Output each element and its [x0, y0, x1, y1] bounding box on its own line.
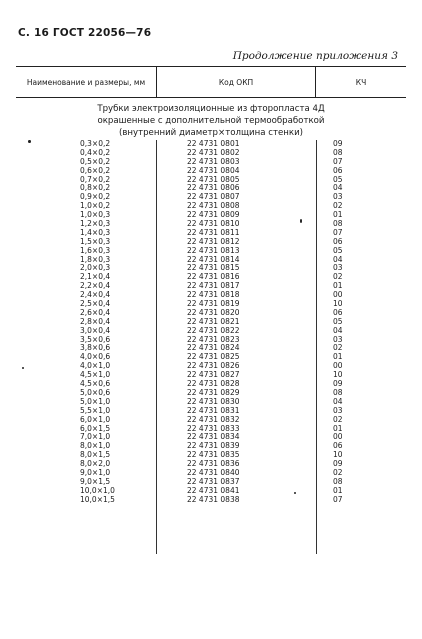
row-size: 6,0×1,0 [80, 414, 111, 424]
section-title [16, 103, 406, 139]
row-okp-code: 22 4731 0810 [187, 219, 240, 229]
row-kch: 06 [333, 441, 343, 451]
row-kch: 08 [333, 476, 343, 486]
row-okp-code: 22 4731 0803 [187, 156, 240, 166]
row-size: 10,0×1,5 [80, 494, 115, 504]
row-size: 8,0×2,0 [80, 459, 111, 469]
row-size: 2,5×0,4 [80, 299, 111, 309]
row-okp-code: 22 4731 0806 [187, 183, 240, 193]
table-header [16, 66, 406, 98]
header-kch: КЧ [355, 77, 367, 87]
row-size: 0,6×0,2 [80, 165, 111, 175]
row-kch: 00 [333, 361, 343, 371]
row-kch: 08 [333, 219, 343, 229]
row-okp-code: 22 4731 0814 [187, 254, 240, 264]
row-size: 1,6×0,3 [80, 245, 111, 255]
row-size: 4,5×0,6 [80, 379, 111, 389]
row-size: 4,5×1,0 [80, 370, 111, 380]
row-kch: 03 [333, 263, 343, 273]
row-okp-code: 22 4731 0813 [187, 245, 240, 255]
row-kch: 02 [333, 343, 343, 353]
row-kch: 05 [333, 174, 343, 184]
row-size: 8,0×1,0 [80, 441, 111, 451]
header-name-size: Наименование и размеры, мм [26, 77, 146, 87]
row-kch: 04 [333, 183, 343, 193]
row-kch: 09 [333, 379, 343, 389]
row-kch: 06 [333, 236, 343, 246]
row-okp-code: 22 4731 0828 [187, 379, 240, 389]
table-row [0, 496, 422, 505]
row-kch: 01 [333, 210, 343, 220]
row-size: 1,4×0,3 [80, 227, 111, 237]
row-okp-code: 22 4731 0834 [187, 432, 240, 442]
row-okp-code: 22 4731 0821 [187, 316, 240, 326]
row-okp-code: 22 4731 0801 [187, 139, 240, 148]
row-size: 2,6×0,4 [80, 307, 111, 317]
row-size: 9,0×1,5 [80, 476, 111, 486]
row-size: 1,5×0,3 [80, 236, 111, 246]
row-okp-code: 22 4731 0837 [187, 476, 240, 486]
row-okp-code: 22 4731 0816 [187, 272, 240, 282]
row-kch: 06 [333, 307, 343, 317]
row-okp-code: 22 4731 0824 [187, 343, 240, 353]
section-title-line: (внутренний диаметр×толщина стенки) [118, 128, 304, 138]
row-kch: 10 [333, 450, 343, 460]
scan-speck [22, 367, 24, 369]
row-okp-code: 22 4731 0836 [187, 459, 240, 469]
row-kch: 09 [333, 459, 343, 469]
row-kch: 03 [333, 334, 343, 344]
row-okp-code: 22 4731 0827 [187, 370, 240, 380]
row-kch: 01 [333, 485, 343, 495]
row-size: 4,0×0,6 [80, 352, 111, 362]
row-size: 6,0×1,5 [80, 423, 111, 433]
row-kch: 06 [333, 165, 343, 175]
row-size: 1,0×0,2 [80, 201, 111, 211]
row-okp-code: 22 4731 0838 [187, 494, 240, 504]
row-okp-code: 22 4731 0809 [187, 210, 240, 220]
row-okp-code: 22 4731 0826 [187, 361, 240, 371]
row-kch: 01 [333, 352, 343, 362]
row-okp-code: 22 4731 0841 [187, 485, 240, 495]
row-kch: 07 [333, 494, 343, 504]
row-okp-code: 22 4731 0820 [187, 307, 240, 317]
row-size: 0,3×0,2 [80, 139, 111, 148]
section-title-line: окрашенные с дополнительной термообработкой [97, 116, 325, 126]
row-kch: 07 [333, 156, 343, 166]
row-size: 5,5×1,0 [80, 405, 111, 415]
row-size: 0,9×0,2 [80, 192, 111, 202]
row-kch: 04 [333, 396, 343, 406]
row-okp-code: 22 4731 0823 [187, 334, 240, 344]
page-header: С. 16 ГОСТ 22056—76 [18, 27, 152, 39]
row-size: 5,0×0,6 [80, 387, 111, 397]
row-size: 2,2×0,4 [80, 281, 111, 291]
row-kch: 02 [333, 201, 343, 211]
row-okp-code: 22 4731 0839 [187, 441, 240, 451]
row-size: 5,0×1,0 [80, 396, 111, 406]
row-kch: 07 [333, 227, 343, 237]
scan-speck [300, 219, 302, 223]
row-okp-code: 22 4731 0835 [187, 450, 240, 460]
row-size: 1,8×0,3 [80, 254, 111, 264]
row-size: 8,0×1,5 [80, 450, 111, 460]
row-kch: 05 [333, 245, 343, 255]
row-kch: 01 [333, 281, 343, 291]
row-okp-code: 22 4731 0804 [187, 165, 240, 175]
row-kch: 05 [333, 316, 343, 326]
row-kch: 02 [333, 272, 343, 282]
row-size: 9,0×1,0 [80, 467, 111, 477]
scan-speck [294, 492, 296, 494]
row-size: 3,8×0,6 [80, 343, 111, 353]
row-okp-code: 22 4731 0818 [187, 290, 240, 300]
row-okp-code: 22 4731 0808 [187, 201, 240, 211]
row-size: 2,1×0,4 [80, 272, 111, 282]
row-size: 10,0×1,0 [80, 485, 115, 495]
row-okp-code: 22 4731 0822 [187, 325, 240, 335]
row-kch: 09 [333, 139, 343, 148]
row-size: 1,2×0,3 [80, 219, 111, 229]
row-size: 0,5×0,2 [80, 156, 111, 166]
row-okp-code: 22 4731 0829 [187, 387, 240, 397]
row-kch: 02 [333, 414, 343, 424]
row-kch: 03 [333, 405, 343, 415]
row-okp-code: 22 4731 0832 [187, 414, 240, 424]
row-okp-code: 22 4731 0802 [187, 147, 240, 157]
row-okp-code: 22 4731 0817 [187, 281, 240, 291]
scan-speck [28, 140, 31, 143]
row-kch: 04 [333, 325, 343, 335]
row-okp-code: 22 4731 0830 [187, 396, 240, 406]
row-kch: 04 [333, 254, 343, 264]
row-okp-code: 22 4731 0840 [187, 467, 240, 477]
row-size: 3,0×0,4 [80, 325, 111, 335]
row-okp-code: 22 4731 0825 [187, 352, 240, 362]
row-okp-code: 22 4731 0819 [187, 299, 240, 309]
row-size: 0,7×0,2 [80, 174, 111, 184]
row-okp-code: 22 4731 0805 [187, 174, 240, 184]
row-kch: 02 [333, 467, 343, 477]
row-kch: 00 [333, 290, 343, 300]
row-okp-code: 22 4731 0833 [187, 423, 240, 433]
header-okp-code: Код ОКП [156, 67, 316, 97]
row-size: 3,5×0,6 [80, 334, 111, 344]
row-size: 0,8×0,2 [80, 183, 111, 193]
row-size: 1,0×0,3 [80, 210, 111, 220]
row-kch: 03 [333, 192, 343, 202]
row-okp-code: 22 4731 0815 [187, 263, 240, 273]
row-okp-code: 22 4731 0807 [187, 192, 240, 202]
row-size: 2,4×0,4 [80, 290, 111, 300]
row-kch: 08 [333, 387, 343, 397]
row-kch: 10 [333, 370, 343, 380]
row-okp-code: 22 4731 0831 [187, 405, 240, 415]
row-kch: 10 [333, 299, 343, 309]
row-okp-code: 22 4731 0811 [187, 227, 240, 237]
row-size: 2,0×0,3 [80, 263, 111, 273]
row-size: 7,0×1,0 [80, 432, 111, 442]
row-okp-code: 22 4731 0812 [187, 236, 240, 246]
row-kch: 00 [333, 432, 343, 442]
row-size: 2,8×0,4 [80, 316, 111, 326]
row-kch: 08 [333, 147, 343, 157]
section-title-line: Трубки электроизоляционные из фторопласта 4Д [97, 104, 325, 114]
row-size: 4,0×1,0 [80, 361, 111, 371]
table-body [0, 140, 422, 505]
continuation-label: Продолжение приложения 3 [232, 50, 398, 62]
row-kch: 01 [333, 423, 343, 433]
row-size: 0,4×0,2 [80, 147, 111, 157]
